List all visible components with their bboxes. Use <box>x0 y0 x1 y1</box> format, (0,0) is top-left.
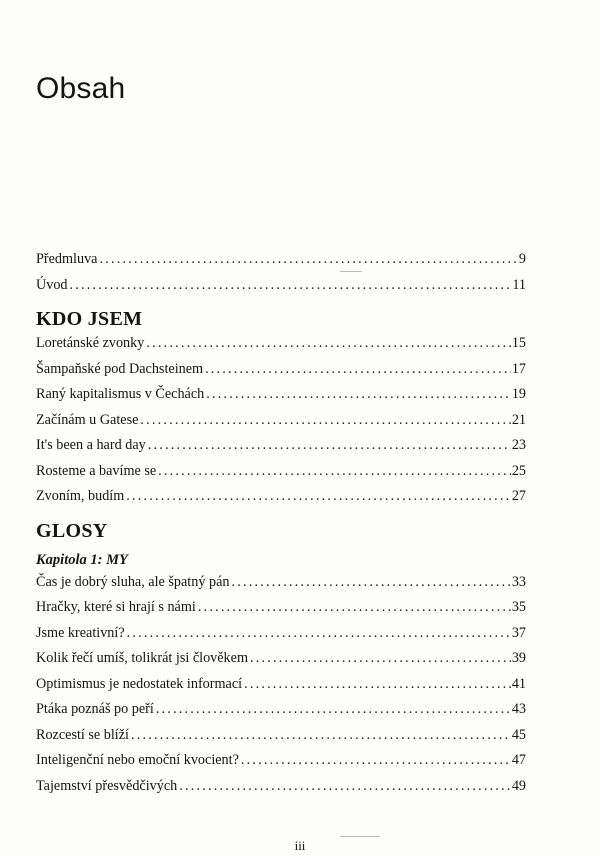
dot-leader <box>244 676 511 693</box>
toc-entry-label: Kolik řečí umíš, tolikrát jsi člověkem <box>36 650 248 666</box>
toc-entry-label: Jsme kreativní? <box>36 624 125 641</box>
dot-leader <box>156 701 511 718</box>
toc-entry-label: Úvod <box>36 276 68 293</box>
toc-entry-page: 37 <box>511 624 526 641</box>
toc-entry-page: 19 <box>511 386 526 402</box>
dot-leader <box>250 650 511 667</box>
scan-mark <box>340 836 380 837</box>
toc-entry-page: 11 <box>512 276 526 293</box>
dot-leader <box>179 778 511 795</box>
toc-entry <box>36 574 526 600</box>
toc-entry <box>36 752 526 778</box>
toc-entry-label: Rozcestí se blíží <box>36 726 129 743</box>
toc-entry <box>36 676 526 702</box>
toc-entry-label: Tajemství přesvědčivých <box>36 777 178 794</box>
toc-entry-page: 41 <box>511 675 526 692</box>
section-heading: GLOSY <box>36 519 108 542</box>
dot-leader <box>126 488 511 505</box>
page-title: Obsah <box>36 72 126 105</box>
toc-entry <box>36 277 526 303</box>
toc-entry-page: 23 <box>511 437 526 453</box>
toc-entry-label: Ptáka poznáš po peří <box>36 701 154 717</box>
toc-entry-page: 25 <box>511 462 526 479</box>
toc-entry-page: 33 <box>511 573 526 590</box>
toc-entry-label: Hračky, které si hrají s námi <box>36 599 196 615</box>
toc-entry <box>36 599 526 625</box>
dot-leader <box>127 625 511 642</box>
toc-entry-label: Raný kapitalismus v Čechách <box>36 386 205 402</box>
toc-entry <box>36 412 526 438</box>
toc-entry <box>36 335 526 361</box>
dot-leader <box>198 599 511 616</box>
page-number: iii <box>294 838 306 853</box>
toc-entry-label: Předmluva <box>36 251 98 267</box>
toc-entry <box>36 727 526 753</box>
dot-leader <box>140 412 510 429</box>
toc-entry-page: 17 <box>511 360 526 377</box>
toc-entry-page: 35 <box>511 599 526 615</box>
dot-leader <box>131 727 511 744</box>
toc-entry <box>36 361 526 387</box>
dot-leader <box>70 277 512 294</box>
toc-entry <box>36 386 526 412</box>
toc-entry-label: It's been a hard day <box>36 437 146 453</box>
toc-entry-page: 43 <box>511 701 526 717</box>
toc-entry-page: 27 <box>511 488 526 504</box>
toc-entry-label: Čas je dobrý sluha, ale špatný pán <box>36 573 230 590</box>
dot-leader <box>158 463 511 480</box>
toc-entry-label: Zvoním, budím <box>36 488 125 504</box>
toc-entry-label: Inteligenční nebo emoční kvocient? <box>36 752 239 768</box>
dot-leader <box>205 361 511 378</box>
table-of-contents <box>36 251 526 803</box>
toc-entry-label: Šampaňské pod Dachsteinem <box>36 360 204 377</box>
toc-entry-page: 45 <box>511 726 526 743</box>
toc-entry-label: Začínám u Gatese <box>36 411 139 428</box>
toc-entry-label: Loretánské zvonky <box>36 335 145 351</box>
scan-mark <box>340 271 362 272</box>
chapter-heading: Kapitola 1: MY <box>36 551 128 568</box>
toc-entry <box>36 488 526 514</box>
toc-entry-label: Rosteme a bavíme se <box>36 462 157 479</box>
dot-leader <box>146 335 510 352</box>
toc-entry <box>36 650 526 676</box>
dot-leader <box>241 752 511 769</box>
toc-entry-page: 39 <box>511 650 526 666</box>
toc-entry-page: 47 <box>511 752 526 768</box>
toc-entry <box>36 701 526 727</box>
toc-entry-label: Optimismus je nedostatek informací <box>36 675 243 692</box>
toc-entry-page: 15 <box>511 335 526 351</box>
toc-entry-page: 9 <box>518 251 526 267</box>
toc-entry <box>36 778 526 804</box>
toc-entry <box>36 437 526 463</box>
dot-leader <box>148 437 511 454</box>
toc-entry <box>36 625 526 651</box>
dot-leader <box>99 251 517 268</box>
toc-entry <box>36 251 526 277</box>
dot-leader <box>231 574 510 591</box>
toc-entry-page: 49 <box>511 777 526 794</box>
toc-entry-page: 21 <box>511 411 526 428</box>
toc-entry <box>36 463 526 489</box>
dot-leader <box>206 386 511 403</box>
section-heading: KDO JSEM <box>36 308 143 330</box>
